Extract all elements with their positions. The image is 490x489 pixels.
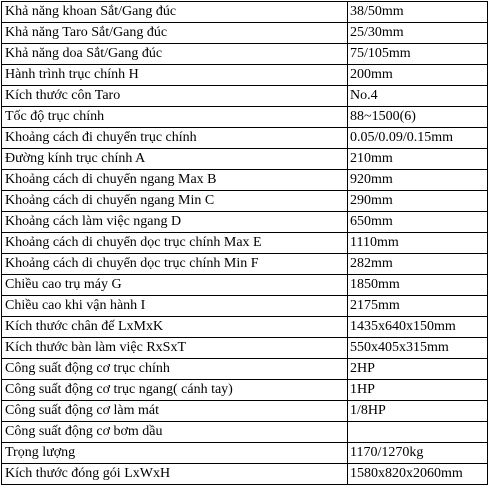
spec-value: 200mm — [348, 65, 488, 86]
spec-label: Chiều cao khi vận hành I — [2, 296, 348, 317]
spec-label: Kích thước côn Taro — [2, 86, 348, 107]
spec-label: Tốc độ trục chính — [2, 107, 348, 128]
table-row — [2, 44, 488, 65]
spec-value: 1170/1270kg — [348, 443, 488, 464]
spec-label: Trọng lượng — [2, 443, 348, 464]
table-row — [2, 296, 488, 317]
table-row — [2, 170, 488, 191]
spec-label: Khoảng cách di chuyển dọc trục chính Max E — [2, 233, 348, 254]
table-row — [2, 380, 488, 401]
spec-label: Khả năng khoan Sắt/Gang đúc — [2, 2, 348, 23]
spec-value: 2175mm — [348, 296, 488, 317]
spec-value: 290mm — [348, 191, 488, 212]
table-row — [2, 107, 488, 128]
table-row — [2, 443, 488, 464]
spec-label: Khả năng Taro Sắt/Gang đúc — [2, 23, 348, 44]
spec-label: Công suất động cơ trục ngang( cánh tay) — [2, 380, 348, 401]
spec-value: 210mm — [348, 149, 488, 170]
table-row — [2, 338, 488, 359]
spec-value: 88~1500(6) — [348, 107, 488, 128]
spec-label: Kích thước bàn làm việc RxSxT — [2, 338, 348, 359]
spec-value: 2HP — [348, 359, 488, 380]
table-row — [2, 2, 488, 23]
table-row — [2, 401, 488, 422]
table-row — [2, 86, 488, 107]
spec-table-body — [2, 2, 488, 485]
spec-value: 282mm — [348, 254, 488, 275]
table-row — [2, 254, 488, 275]
spec-value: 75/105mm — [348, 44, 488, 65]
table-row — [2, 359, 488, 380]
spec-label: Công suất động cơ làm mát — [2, 401, 348, 422]
spec-value: 38/50mm — [348, 2, 488, 23]
table-row — [2, 212, 488, 233]
table-row — [2, 233, 488, 254]
spec-value: 920mm — [348, 170, 488, 191]
spec-label: Khoảng cách đi chuyển trục chính — [2, 128, 348, 149]
spec-value: No.4 — [348, 86, 488, 107]
spec-label: Chiều cao trụ máy G — [2, 275, 348, 296]
spec-value: 1/8HP — [348, 401, 488, 422]
spec-value: 0.05/0.09/0.15mm — [348, 128, 488, 149]
spec-table — [1, 1, 488, 485]
spec-value: 25/30mm — [348, 23, 488, 44]
table-row — [2, 422, 488, 443]
spec-label: Khoảng cách làm việc ngang D — [2, 212, 348, 233]
spec-label: Công suất động cơ trục chính — [2, 359, 348, 380]
table-row — [2, 65, 488, 86]
spec-label: Khả năng doa Sắt/Gang đúc — [2, 44, 348, 65]
spec-value: 1850mm — [348, 275, 488, 296]
spec-label: Hành trình trục chính H — [2, 65, 348, 86]
table-row — [2, 191, 488, 212]
table-row — [2, 23, 488, 44]
spec-value — [348, 422, 488, 443]
table-row — [2, 275, 488, 296]
table-row — [2, 464, 488, 485]
spec-label: Công suất động cơ bơm dầu — [2, 422, 348, 443]
spec-label: Kích thước đóng gói LxWxH — [2, 464, 348, 485]
spec-value: 1580x820x2060mm — [348, 464, 488, 485]
spec-label: Kích thước chân đế LxMxK — [2, 317, 348, 338]
spec-label: Khoảng cách di chuyển ngang Max B — [2, 170, 348, 191]
table-row — [2, 149, 488, 170]
spec-value: 650mm — [348, 212, 488, 233]
spec-label: Khoảng cách di chuyển dọc trục chính Min F — [2, 254, 348, 275]
spec-label: Khoảng cách di chuyển ngang Min C — [2, 191, 348, 212]
table-row — [2, 128, 488, 149]
spec-value: 550x405x315mm — [348, 338, 488, 359]
table-row — [2, 317, 488, 338]
spec-value: 1435x640x150mm — [348, 317, 488, 338]
spec-label: Đường kính trục chính A — [2, 149, 348, 170]
spec-value: 1110mm — [348, 233, 488, 254]
spec-value: 1HP — [348, 380, 488, 401]
